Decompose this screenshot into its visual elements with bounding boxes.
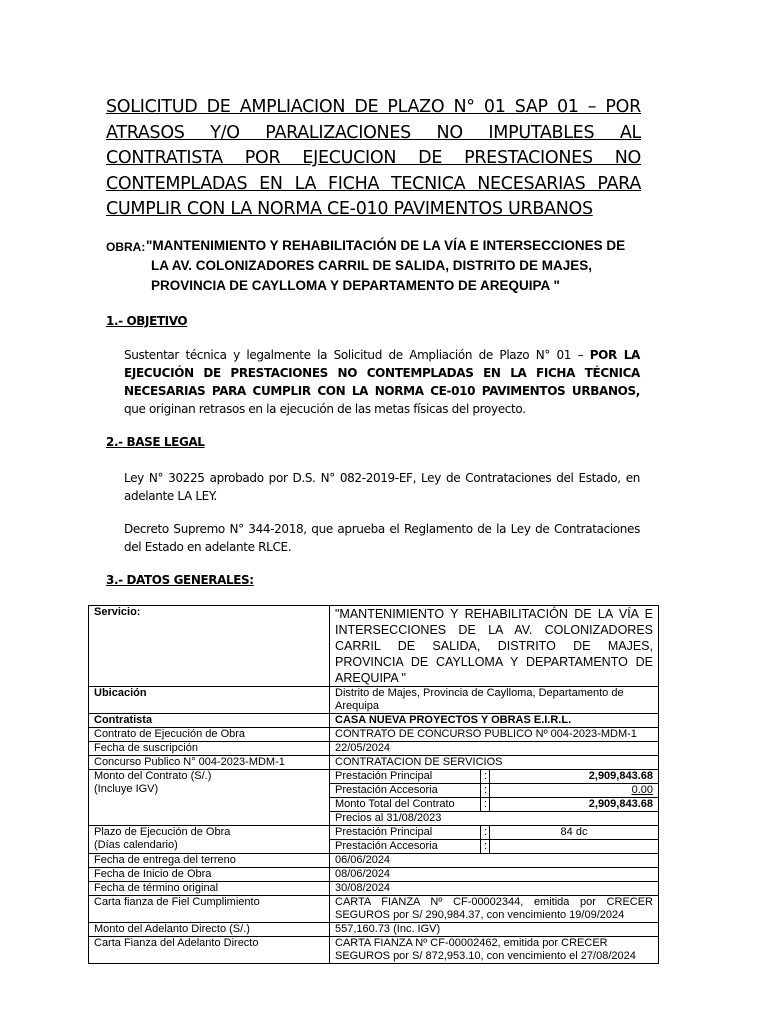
- monto-row-sep: :: [481, 784, 490, 798]
- plazo-detail: [330, 826, 659, 854]
- table-row: [89, 868, 659, 882]
- contrato-value: CONTRATO DE CONCURSO PUBLICO Nº 004-2023-MDM-1: [330, 728, 659, 742]
- plazo-row-sep: :: [481, 840, 490, 854]
- obra-line-1: "MANTENIMIENTO Y REHABILITACIÓN DE LA VÍA E INTERSECCIONES DE: [146, 238, 626, 253]
- contratista-value: CASA NUEVA PROYECTOS Y OBRAS E.I.R.L.: [330, 714, 659, 728]
- termino-label: Fecha de término original: [89, 882, 330, 896]
- plazo-label-line-2: (Días calendario): [94, 839, 178, 851]
- section-heading-datos-generales: 3.- DATOS GENERALES:: [106, 573, 254, 587]
- plazo-subtable: [330, 826, 658, 853]
- objetivo-text-bold: POR LA EJECUCIÓN DE PRESTACIONES NO CONTEMPLADAS EN LA FICHA TÉCNICA NECESARIAS PARA CUMPLIR CON LA NORMA CE-010 PAVIMENTOS URBANOS,: [124, 348, 640, 398]
- table-row: [89, 882, 659, 896]
- obra-label: OBRA:: [106, 240, 146, 254]
- obra-line-3: PROVINCIA DE CAYLLOMA Y DEPARTAMENTO DE AREQUIPA ": [151, 278, 560, 293]
- adelanto-value: 557,160.73 (Inc. IGV): [330, 923, 659, 937]
- plazo-row-name: Prestación Principal: [330, 826, 481, 840]
- table-row: [89, 606, 659, 687]
- monto-contrato-label: [89, 770, 330, 826]
- plazo-row-value: 84 dc: [490, 826, 659, 840]
- servicio-value: "MANTENIMIENTO Y REHABILITACIÓN DE LA VÍA E INTERSECCIONES DE LA AV. COLONIZADORES CARRIL DE SALIDA, DISTRITO DE MAJES, PROVINCIA DE CAYLLOMA Y DEPARTAMENTO DE AREQUIPA ": [330, 606, 659, 687]
- inicio-value: 08/06/2024: [330, 868, 659, 882]
- monto-row-sep: :: [481, 798, 490, 812]
- table-row: [330, 798, 658, 812]
- monto-row-sep: :: [481, 770, 490, 784]
- plazo-row-name: Prestación Accesoria: [330, 840, 481, 854]
- base-legal-paragraph-1: Ley N° 30225 aprobado por D.S. N° 082-2019-EF, Ley de Contrataciones del Estado, en adelante LA LEY.: [124, 471, 640, 503]
- table-row: [89, 826, 659, 854]
- fianza-adelanto-label: Carta Fianza del Adelanto Directo: [89, 937, 330, 964]
- monto-label-line-1: Monto del Contrato (S/.): [94, 770, 212, 782]
- precios-note: Precios al 31/08/2023: [335, 812, 442, 824]
- termino-value: 30/08/2024: [330, 882, 659, 896]
- table-row: [330, 770, 658, 784]
- table-row: [89, 728, 659, 742]
- entrega-label: Fecha de entrega del terreno: [89, 854, 330, 868]
- monto-row-value: 0.00: [490, 784, 659, 798]
- fianza-adelanto-value: CARTA FIANZA Nº CF-00002462, emitida por CRECER SEGUROS por S/ 872,953.10, con vencimiento el 27/08/2024: [330, 937, 659, 964]
- monto-row-name: Monto Total del Contrato: [330, 798, 481, 812]
- monto-contrato-detail: [330, 770, 659, 826]
- obra-line-2: LA AV. COLONIZADORES CARRIL DE SALIDA, DISTRITO DE MAJES,: [151, 258, 593, 273]
- entrega-value: 06/06/2024: [330, 854, 659, 868]
- fianza-value: CARTA FIANZA Nº CF-00002344, emitida por CRECER SEGUROS por S/ 290,984.37, con vencimiento 19/09/2024: [330, 896, 659, 923]
- table-row: [89, 714, 659, 728]
- concurso-value: CONTRATACION DE SERVICIOS: [330, 756, 659, 770]
- section-heading-objetivo: 1.- OBJETIVO: [106, 314, 188, 328]
- ubicacion-value: Distrito de Majes, Provincia de Caylloma, Departamento de Arequipa: [330, 687, 659, 714]
- monto-row-value: 2,909,843.68: [490, 798, 659, 812]
- base-legal-paragraph-2: Decreto Supremo N° 344-2018, que aprueba el Reglamento de la Ley de Contrataciones del Estado en adelante RLCE.: [124, 522, 640, 554]
- inicio-label: Fecha de Inicio de Obra: [89, 868, 330, 882]
- monto-row-name: Prestación Principal: [330, 770, 481, 784]
- table-row: [330, 826, 658, 840]
- servicio-label: Servicio:: [89, 606, 330, 687]
- adelanto-label: Monto del Adelanto Directo (S/.): [89, 923, 330, 937]
- datos-generales-table: [88, 605, 659, 964]
- objetivo-text-start: Sustentar técnica y legalmente la Solicitud de Ampliación de Plazo N° 01 –: [124, 348, 590, 362]
- ubicacion-label: Ubicación: [89, 687, 330, 714]
- monto-row-name: Prestación Accesoria: [330, 784, 481, 798]
- monto-subtable: [330, 770, 658, 825]
- monto-row-value: 2,909,843.68: [490, 770, 659, 784]
- objetivo-text-end: que originan retrasos en la ejecución de las metas físicas del proyecto.: [124, 402, 526, 416]
- table-row: [330, 784, 658, 798]
- fianza-label: Carta fianza de Fiel Cumplimiento: [89, 896, 330, 923]
- monto-label-line-2: (Incluye IGV): [94, 783, 159, 795]
- plazo-label: [89, 826, 330, 854]
- table-row: [89, 742, 659, 756]
- fecha-suscripcion-label: Fecha de suscripción: [89, 742, 330, 756]
- table-row: [330, 840, 658, 854]
- table-row: [89, 687, 659, 714]
- plazo-label-line-1: Plazo de Ejecución de Obra: [94, 826, 231, 838]
- table-row: [89, 854, 659, 868]
- contratista-label: Contratista: [89, 714, 330, 728]
- table-row: [89, 770, 659, 826]
- table-row: [89, 896, 659, 923]
- section-heading-base-legal: 2.- BASE LEGAL: [106, 435, 205, 449]
- contrato-label: Contrato de Ejecución de Obra: [89, 728, 330, 742]
- document-title: SOLICITUD DE AMPLIACION DE PLAZO N° 01 SAP 01 – POR ATRASOS Y/O PARALIZACIONES NO IMPUTABLES AL CONTRATISTA POR EJECUCION DE PRESTACIONES NO CONTEMPLADAS EN LA FICHA TECNICA NECESARIAS PARA CUMPLIR CON LA NORMA CE-010 PAVIMENTOS URBANOS: [106, 97, 641, 219]
- concurso-label: Concurso Publico N° 004-2023-MDM-1: [89, 756, 330, 770]
- table-row: [89, 923, 659, 937]
- objetivo-paragraph: [124, 346, 640, 418]
- table-row: [89, 937, 659, 964]
- table-row: [330, 812, 658, 826]
- obra-name: [146, 236, 640, 296]
- table-row: [89, 756, 659, 770]
- plazo-row-value: [490, 840, 659, 854]
- fecha-suscripcion-value: 22/05/2024: [330, 742, 659, 756]
- plazo-row-sep: :: [481, 826, 490, 840]
